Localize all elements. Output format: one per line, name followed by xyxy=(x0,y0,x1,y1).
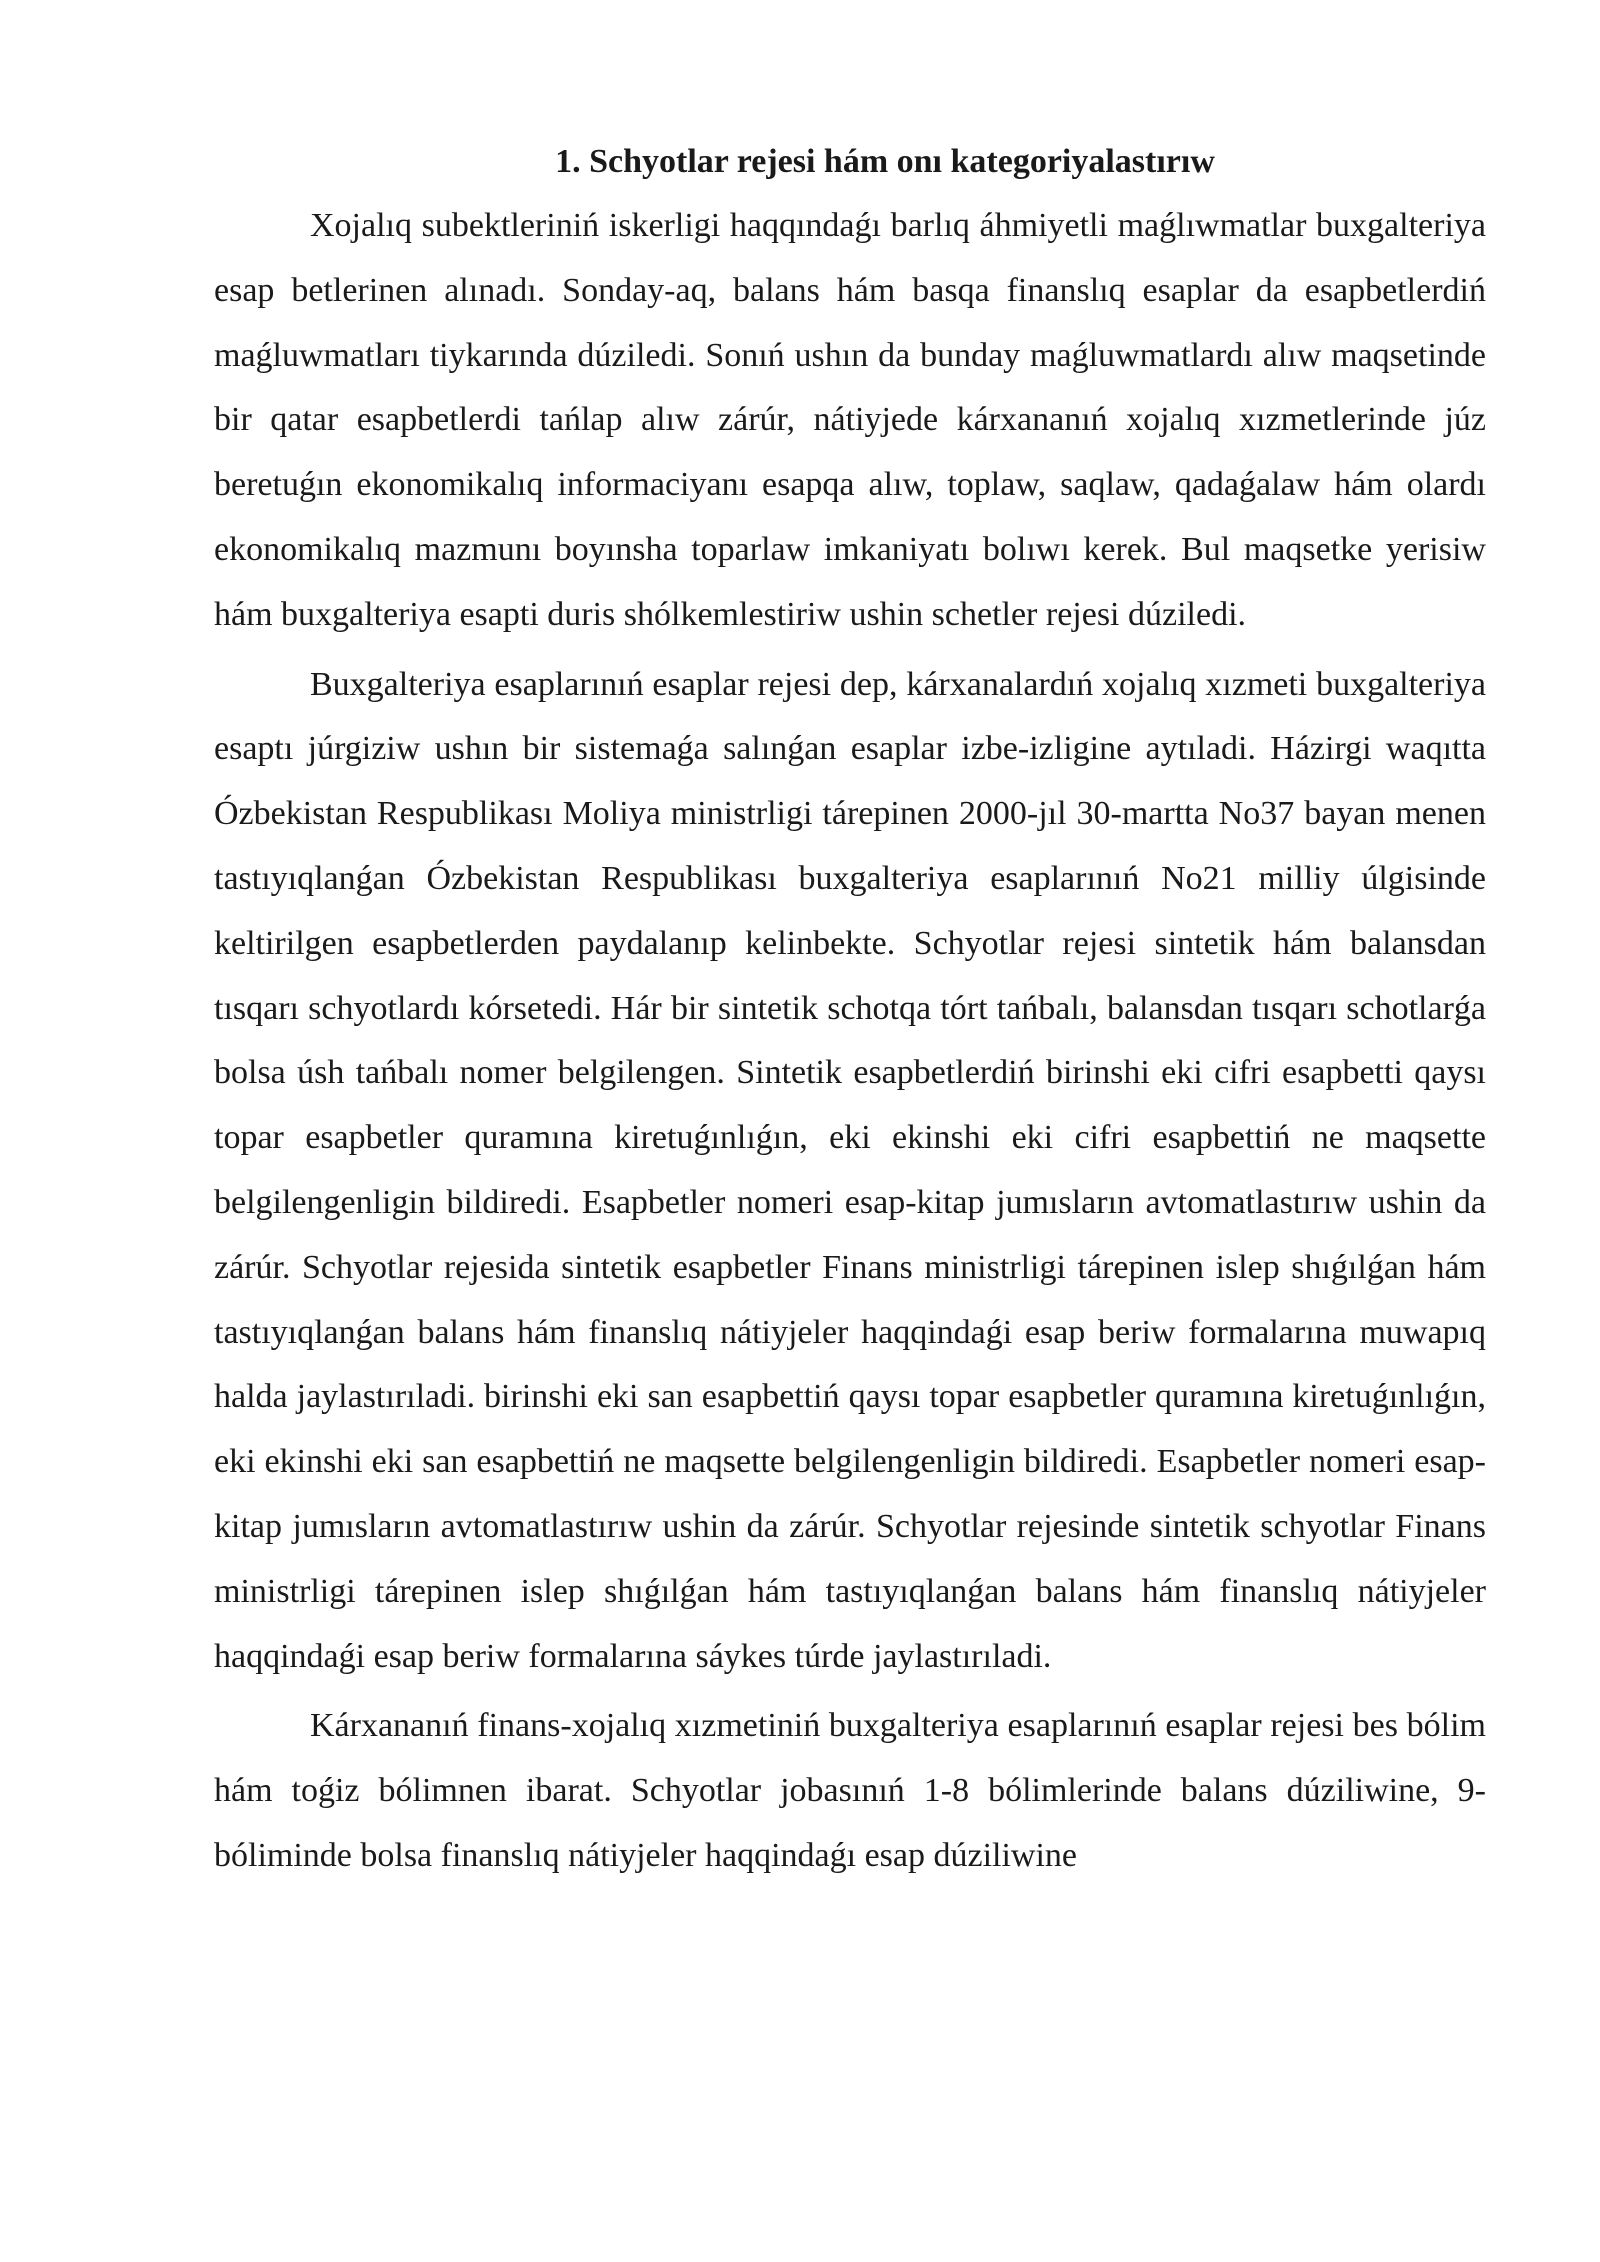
paragraph-3: Kárxananıń finans-xojalıq xızmetiniń buxgalteriya esaplarınıń esaplar rejesi bes bólim hám toǵiz bólimnen ibarat. Schyotlar jobasınıń 1-8 bólimlerinde balans dúziliwine, 9-bóliminde bolsa finanslıq nátiyjeler haqqindaǵı esap dúziliwine xyxy=(214,1707,1486,1874)
section-title: 1. Schyotlar rejesi hám onı kategoriyalastırıw xyxy=(555,143,1215,180)
paragraph-1: Xojalıq subektleriniń iskerligi haqqındaǵı barlıq áhmiyetli maǵlıwmatlar buxgalteriya esap betlerinen alınadı. Sonday-aq, balans hám basqa finanslıq esaplar da esapbetlerdiń maǵluwmatları tiykarında dúziledi. Sonıń ushın da bunday maǵluwmatlardı alıw maqsetinde bir qatar esapbetlerdi tańlap alıw zárúr, nátiyjede kárxananıń xojalıq xızmetlerinde júz beretuǵın ekonomikalıq informaciyanı esapqa alıw, toplaw, saqlaw, qadaǵalaw hám olardı ekonomikalıq mazmunı boyınsha toparlaw imkaniyatı bolıwı kerek. Bul maqsetke yerisiw hám buxgalteriya esapti duris shólkemlestiriw ushin schetler rejesi dúziledi. xyxy=(214,207,1486,633)
document-page xyxy=(214,130,1486,1894)
paragraph-2: Buxgalteriya esaplarınıń esaplar rejesi dep, kárxanalardıń xojalıq xızmeti buxgalteriya esaptı júrgiziw ushın bir sistemaǵa salınǵan esaplar izbe-izligine aytıladi. Házirgi waqıtta Ózbekistan Respublikası Moliya ministrligi tárepinen 2000-jıl 30-martta No37 bayan menen tastıyıqlanǵan Ózbekistan Respublikası buxgalteriya esaplarınıń No21 milliy úlgisinde keltirilgen esapbetlerden paydalanıp kelinbekte. Schyotlar rejesi sintetik hám balansdan tısqarı schyotlardı kórsetedi. Hár bir sintetik schotqa tórt tańbalı, balansdan tısqarı schotlarǵa bolsa úsh tańbalı nomer belgilengen. Sintetik esapbetlerdiń birinshi eki cifri esapbetti qaysı topar esapbetler quramına kiretuǵınlıǵın, eki ekinshi eki cifri esapbettiń ne maqsette belgilengenligin bildiredi. Esapbetler nomeri esap-kitap jumısların avtomatlastırıw ushin da zárúr. Schyotlar rejesida sintetik esapbetler Finans ministrligi tárepinen islep shıǵılǵan hám tastıyıqlanǵan balans hám finanslıq nátiyjeler haqqindaǵi esap beriw formalarına muwapıq halda jaylastırıladi. birinshi eki san esapbettiń qaysı topar esapbetler quramına kiretuǵınlıǵın, eki ekinshi eki san esapbettiń ne maqsette belgilengenligin bildiredi. Esapbetler nomeri esap-kitap jumısların avtomatlastırıw ushin da zárúr. Schyotlar rejesinde sintetik schyotlar Finans ministrligi tárepinen islep shıǵılǵan hám tastıyıqlanǵan balans hám finanslıq nátiyjeler haqqindaǵi esap beriw formalarına sáykes túrde jaylastırıladi. xyxy=(214,665,1486,1675)
